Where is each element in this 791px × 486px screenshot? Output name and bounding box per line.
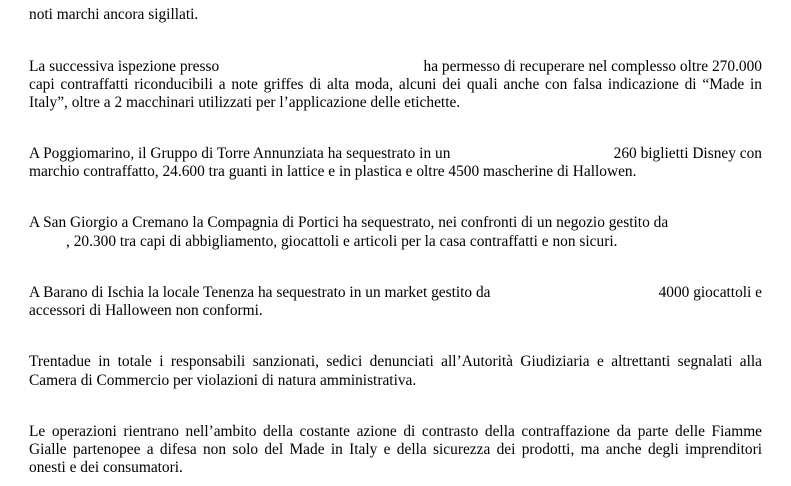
paragraph-line: noti marchi ancora sigillati.	[29, 6, 199, 23]
paragraph-line: Italy”, oltre a 2 macchinari utilizzati per l’applicazione delle etichette.	[29, 94, 461, 111]
paragraph-line-right: 4000 giocattoli e	[658, 284, 762, 301]
paragraph-first-line	[29, 283, 762, 303]
paragraph-first-line	[29, 144, 762, 164]
paragraph-line: marchio contraffatto, 24.600 tra guanti in lattice e in plastica e oltre 4500 mascherine di Hallowen.	[29, 163, 637, 180]
paragraph-line-left: La successiva ispezione presso	[29, 58, 220, 75]
paragraph-line: capi contraffatti riconducibili a note griffes di alta moda, alcuni dei quali anche con falsa indicazione di “Made in	[29, 76, 762, 93]
paragraph-line: accessori di Halloween non conformi.	[29, 302, 263, 319]
paragraph-line-right: 260 biglietti Disney con	[613, 145, 762, 162]
paragraph-line: , 20.300 tra capi di abbigliamento, giocattoli e articoli per la casa contraffatti e non sicuri.	[66, 233, 618, 250]
paragraph-line-left: A Barano di Ischia la locale Tenenza ha sequestrato in un market gestito da	[29, 284, 491, 301]
paragraph-line-left: A Poggiomarino, il Gruppo di Torre Annunziata ha sequestrato in un	[29, 145, 451, 162]
paragraph-first-line	[29, 57, 762, 77]
paragraph-line-right: ha permesso di recuperare nel complesso oltre 270.000	[423, 58, 762, 75]
paragraph-line: Trentadue in totale i responsabili sanzionati, sedici denunciati all’Autorità Giudiziaria e altrettanti segnalati alla	[29, 353, 762, 370]
paragraph-line: A San Giorgio a Cremano la Compagnia di Portici ha sequestrato, nei confronti di un negozio gestito da	[29, 214, 669, 231]
paragraph-line: Le operazioni rientrano nell’ambito della costante azione di contrasto della contraffazione da parte delle Fiamme	[29, 423, 762, 440]
paragraph-line: Camera di Commercio per violazioni di natura amministrativa.	[29, 372, 417, 389]
paragraph-line: onesti e dei consumatori.	[29, 459, 183, 476]
document-page	[29, 0, 762, 486]
paragraph-line: Gialle partenopee a difesa non solo del Made in Italy e della sicurezza dei prodotti, ma anche degli imprenditori	[29, 441, 762, 458]
